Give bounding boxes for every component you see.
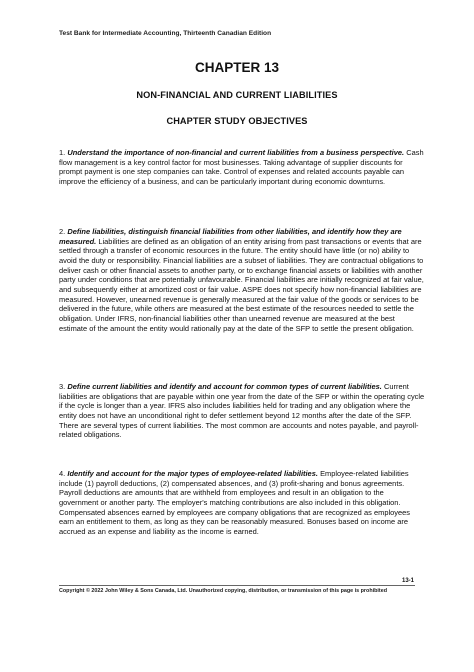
copyright-footer: Copyright © 2022 John Wiley & Sons Canada, Ltd. Unauthorized copying, distribution, or transmission of this page is prohibited	[59, 588, 387, 594]
section-title: CHAPTER STUDY OBJECTIVES	[166, 116, 308, 126]
objective-2	[59, 227, 425, 333]
objective-1	[59, 148, 425, 187]
objective-3	[59, 382, 425, 440]
objective-heading: Define current liabilities and identify and account for common types of current liabilities.	[67, 382, 382, 391]
objective-heading: Identify and account for the major types of employee-related liabilities.	[67, 469, 318, 478]
objective-heading: Define liabilities, distinguish financial liabilities from other liabilities, and identify how they are measured.	[59, 227, 402, 246]
footer-divider	[59, 585, 415, 586]
objective-4	[59, 469, 425, 537]
running-header: Test Bank for Intermediate Accounting, Thirteenth Canadian Edition	[59, 30, 272, 37]
objective-body: Cash flow management is a key control factor for most businesses. Taking advantage of supplier discounts for prompt payment is one step companies can take. Control of expenses and related accounts payable can improve the efficiency of a business, and can be particularly important during economic downturns.	[59, 148, 424, 186]
objective-body: Employee-related liabilities include (1) payroll deductions, (2) compensated absences, and (3) profit-sharing and bonus agreements. Payroll deductions are amounts that are withheld from employees and result in an obligation to the government or another party. The employer's matching contributions are also included in this obligation. Compensated absences earned by employees are company obligations that are recognized as employees earn an entitlement to them, as long as they can be reasonably measured. Bonuses based on income are accrued as an expense and liability as the income is earned.	[59, 469, 410, 536]
chapter-title: CHAPTER 13	[194, 60, 280, 75]
objective-number: 4.	[59, 469, 68, 478]
objective-number: 3.	[59, 382, 68, 391]
objective-body: Liabilities are defined as an obligation of an entity arising from past transactions or events that are settled through a transfer of economic resources in the future. The entity should have little (or no) ability to avoid the duty or responsibility. Financial liabilities are a subset of liabilities. They are contractual obligations to deliver cash or other financial assets to another party, or to exchange financial assets or liabilities with another party under conditions that are potentially unfavourable. Financial liabilities are initially recognized at fair value, and subsequently either at amortized cost or fair value. ASPE does not specify how non-financial liabilities are measured. However, unearned revenue is generally measured at the fair value of the goods or services to be delivered in the future, while others are measured at the best estimate of the resources needed to settle the obligation. Under IFRS, non-financial liabilities other than unearned revenue are measured at the best estimate of the amount the entity would rationally pay at the date of the SFP to settle the present obligation.	[59, 236, 424, 333]
objective-heading: Understand the importance of non-financial and current liabilities from a business perspective.	[67, 148, 405, 157]
objective-number: 1.	[59, 148, 68, 157]
objective-number: 2.	[59, 227, 68, 236]
objective-body: Current liabilities are obligations that are payable within one year from the date of the SFP or within the operating cycle if the cycle is longer than a year. IFRS also includes liabilities held for trading and any obligation where the entity does not have an unconditional right to defer settlement beyond 12 months after the date of the SFP. There are several types of current liabilities. The most common are accounts and notes payable, and payroll-related obligations.	[59, 382, 425, 440]
chapter-subject: NON-FINANCIAL AND CURRENT LIABILITIES	[136, 90, 338, 100]
page-number: 13-1	[401, 578, 414, 584]
